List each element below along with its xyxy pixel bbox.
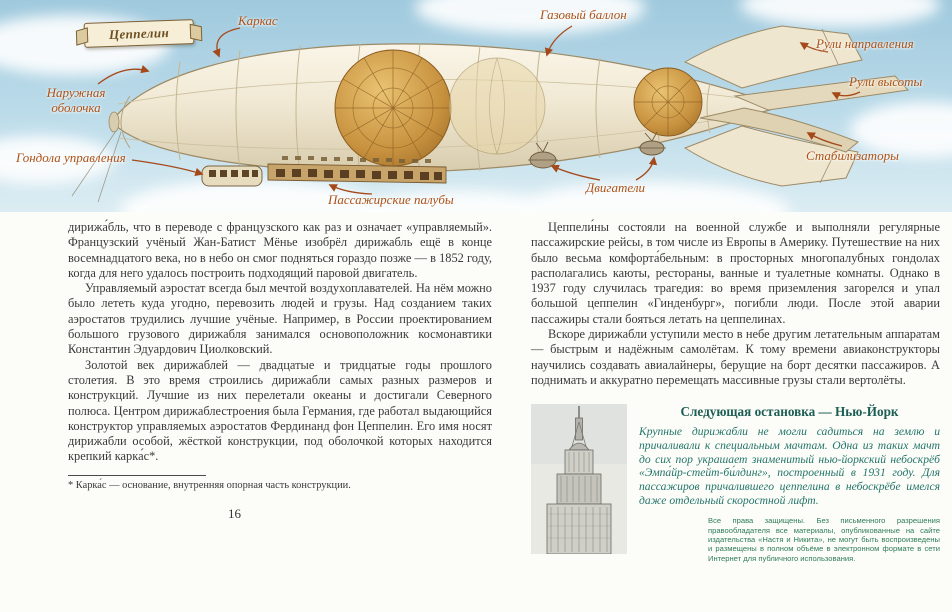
gas-cell-large — [335, 50, 451, 166]
label-stabilizers: Стабилизаторы — [806, 148, 899, 163]
label-passenger-decks: Пассажирские палубы — [328, 192, 454, 207]
footnote-rule — [68, 475, 206, 476]
left-column — [68, 220, 492, 522]
zeppelin-ribbon-banner — [84, 19, 195, 48]
new-york-text-block — [639, 404, 940, 563]
page-body — [0, 212, 952, 612]
gas-cell-small — [634, 68, 702, 136]
paragraph: Цеппели́ны состояли на военной службе и выполняли регулярные пассажирские рейсы, в том числе из Европы в Америку. Путешествие на них было весьма комфорта́бельным: в просторных многопалубных гондолах располагались каюты, рестораны, ванные и туалетные комнаты. Однако в 1937 году случилась трагедия: во время приземления загорелся и упал большой цеппелин «Гинденбург», погибли люди. После этой аварии пассажиры стали бояться летать на цеппелинах. — [531, 220, 940, 326]
new-york-sidebar — [531, 404, 940, 563]
footnote — [68, 475, 492, 491]
copyright-notice: Все права защищены. Без письменного разрешения правообладателя все материалы, опубликованные на сайте издательства «Настя и Никита», не могут быть воспроизведены и размещены в полном объёме в электронном формате в сети Интернет для публичного использования. — [708, 516, 940, 563]
paragraph: Вскоре дирижабли уступили место в небе другим летательным аппаратам — быстрым и надёжным самолётам. К тому времени авиаконструкторы научились создавать авиалайнеры, берущие на борт десятки пассажиров. А поднимать и аккуратно перемещать массивные грузы стали вертолёты. — [531, 327, 940, 387]
paragraph: Золотой век дирижаблей — двадцатые и тридцатые годы прошлого столетия. В это время строились дирижабли самых разных размеров и конструкций. Лучшие из них перелетали океаны и достигали Северного полюса. Центром дирижаблестроения была Германия, где работал выдающийся конструктор управляемых аэростатов Фердинанд фон Цеппелин. Его имя носят дирижабли особой, жёсткой конструкции, под оболочкой которых находится крепкий карка́с*. — [68, 357, 492, 464]
label-elevators: Рули высоты — [849, 74, 923, 89]
zeppelin-illustration — [0, 0, 952, 212]
label-engines: Двигатели — [586, 180, 645, 195]
label-karkas: Каркас — [238, 13, 278, 28]
footnote-text: * Карка́с — основание, внутренняя опорная часть конструкции. — [68, 479, 351, 491]
empire-state-building-image — [531, 404, 627, 554]
sidebar-text: Крупные дирижабли не могли садиться на землю и причаливали к специальным мачтам. Одна из таких мачт до сих пор украшает знаменитый нью-йоркский небоскрёб «Эмпа́йр-стейт-би́лдинг», построенный в 1931 году. Для пассажиров причалившего цеппелина в небоскрёбе имелся даже отдельный скоростной лифт. — [639, 425, 940, 507]
label-gas-balloon: Газовый баллон — [540, 7, 627, 22]
paragraph: Управляемый аэростат всегда был мечтой воздухоплавателей. На нём можно было лететь куда угодно, перевозить людей и грузы. Над созданием таких аэростатов трудились лучшие учёные. Например, в России проектированием большого грузового дирижабля занимался основоположник космонавтики Константин Эдуардович Циолковский. — [68, 281, 492, 357]
label-control-gondola: Гондола управления — [16, 150, 126, 165]
gas-cell-middle — [449, 58, 545, 154]
page-number: 16 — [228, 505, 241, 521]
paragraph: дирижа́бль, что в переводе с французского как раз и означает «управляемый». Французский учёный Жан-Батист Мёнье изобрёл дирижабль ещё в конце восемнадцатого века, но в небо он смог подняться гораздо позже — в 1852 году, когда для него удалось построить подходящий паровой двигатель. — [68, 220, 492, 280]
label-rudders: Рули направления — [816, 36, 914, 51]
ribbon-label: Цеппелин — [108, 24, 170, 42]
control-gondola-drawing — [202, 166, 262, 186]
label-outer-shell: Наружная оболочка — [46, 85, 106, 115]
sidebar-title: Следующая остановка — Нью-Йорк — [680, 404, 899, 420]
right-column — [531, 220, 940, 563]
